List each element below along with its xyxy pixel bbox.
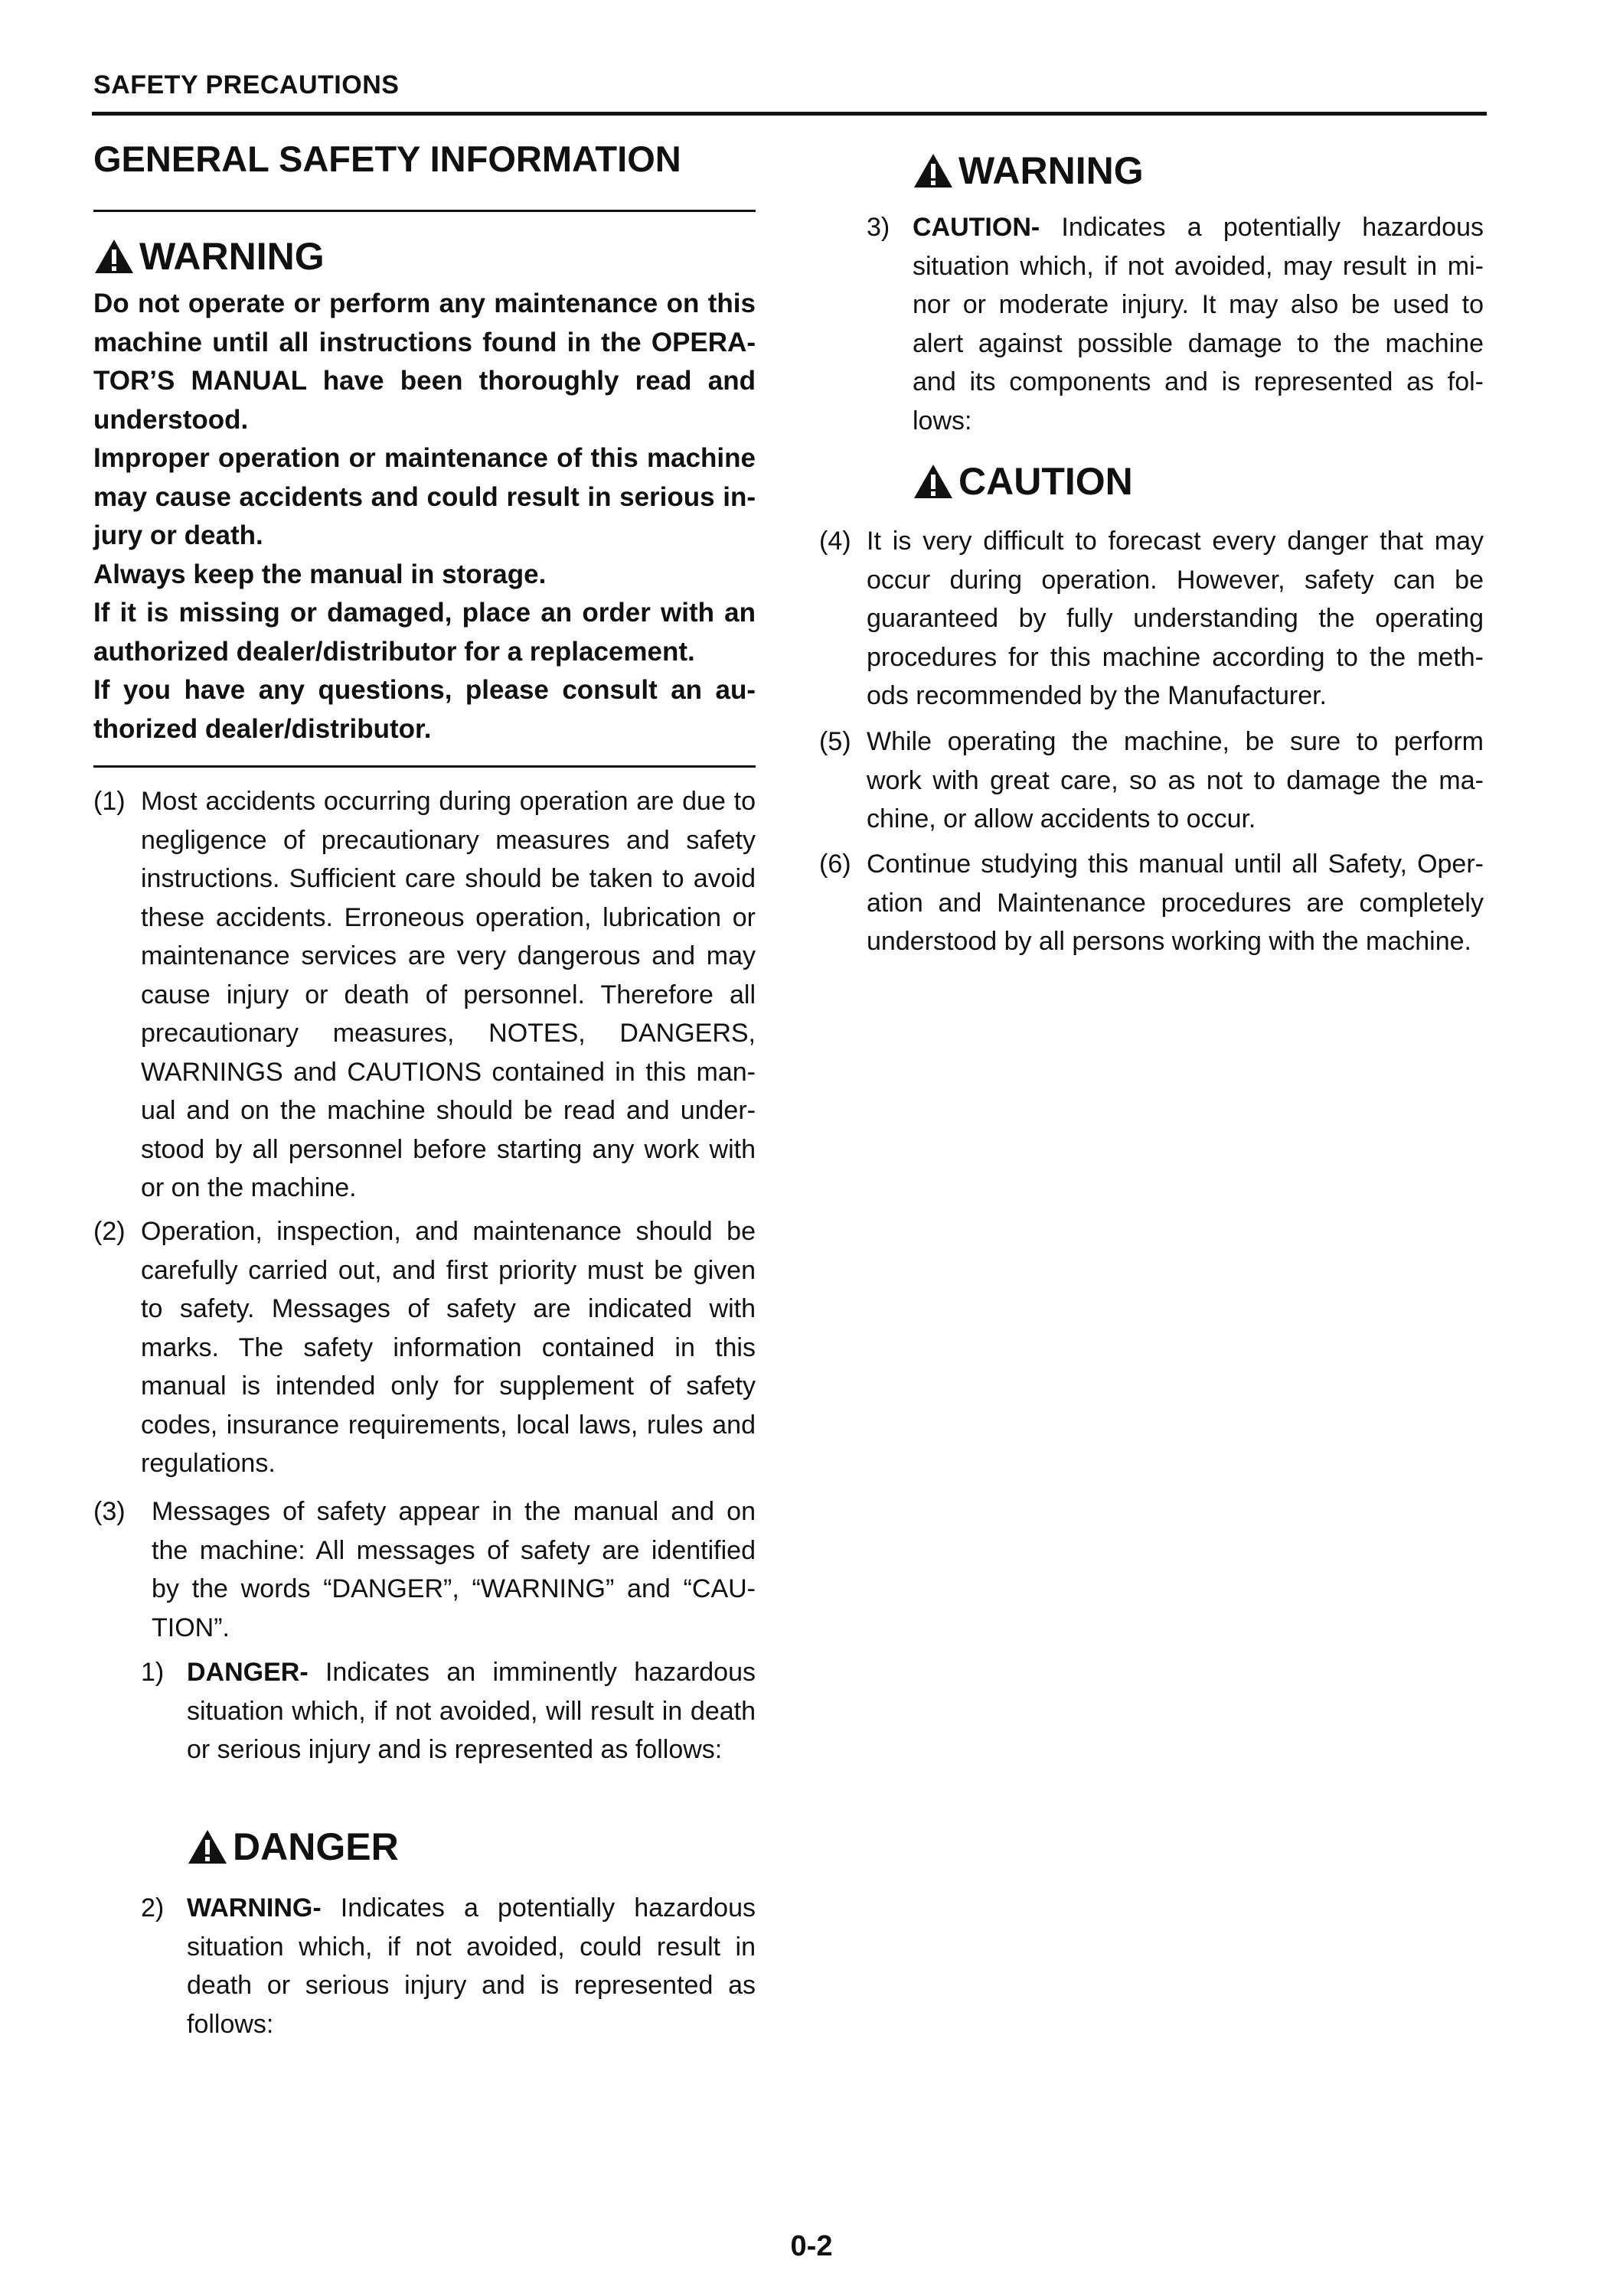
sub-list-item (867, 208, 1484, 440)
sub-item-number: 1) (141, 1658, 165, 1687)
term-danger: DANGER- (187, 1658, 309, 1687)
warning-triangle-icon (913, 152, 954, 189)
sub-list-item (141, 1653, 756, 1769)
sub-item-number: 3) (867, 213, 890, 242)
warning-triangle-icon (93, 238, 135, 275)
warning-paragraph: If you have any questions, please consult an authorized dealer/distributor. (93, 675, 756, 744)
header-rule (92, 112, 1487, 116)
caution-signal-word (913, 462, 1133, 501)
item-text: Most accidents occurring during operation are due to negligence of precautionary measures and safety instructions. Sufficient care should be taken to avoid these accidents. Erroneous operation, lubrication or maintenance services are very dangerous and may cause injury or death of personnel. Therefore all precautionary measures, NOTES, DANGERS, WARNINGS and CAUTIONS contained in this manual and on the machine should be read and understood by all personnel before starting any work with or on the machine. (141, 787, 756, 1202)
item-number: (5) (819, 727, 851, 756)
item-text: Messages of safety appear in the manual and on the machine: All messages of safety are identified by the words “DANGER”, “WARNING” and “CAUTION”. (152, 1497, 756, 1642)
item-number: (1) (93, 787, 126, 816)
item-number: (4) (819, 527, 851, 556)
item-number: (6) (819, 850, 851, 879)
warning-signal-word (93, 237, 325, 276)
definition: Indicates a potentially hazardous situation which, if not avoided, may result in minor or moderate injury. It may also be used to alert against possible damage to the machine and its components and is represented as follows: (913, 213, 1484, 435)
item-text: Operation, inspection, and maintenance should be carefully carried out, and first priority must be given to safety. Messages of safety are indicated with marks. The safety information contained in this manual is intended only for supplement of safety codes, insurance requirements, local laws, rules and regulations. (141, 1217, 756, 1478)
danger-signal-word (187, 1825, 399, 1868)
list-item (93, 1492, 756, 1647)
title-rule (93, 210, 756, 212)
sub-item-text (913, 208, 1484, 440)
warning-paragraph: Improper operation or maintenance of this machine may cause accidents and could result in serious injury or death. (93, 443, 756, 550)
item-text: It is very difficult to forecast every danger that may occur during operation. However, safety can be guaranteed by fully understanding the operating procedures for this machine according to the methods recommended by the Manufacturer. (867, 527, 1484, 710)
warning-message (93, 285, 756, 748)
sub-list-item (141, 1889, 756, 2043)
warning-signal-word (913, 149, 1144, 192)
warning-paragraph: Do not operate or perform any maintenance on this machine until all instructions found in the OPERATOR’S MANUAL have been thoroughly read and understood. (93, 289, 756, 435)
list-item (819, 722, 1484, 839)
list-item (819, 845, 1484, 961)
sub-item-text (187, 1889, 756, 2043)
definition: Indicates an imminently hazardous situation which, if not avoided, will result in death or serious injury and is represented as follows: (187, 1658, 756, 1764)
warning-label: WARNING (139, 235, 325, 278)
list-item (93, 782, 756, 1208)
item-number: (3) (93, 1497, 126, 1526)
section-title: GENERAL SAFETY INFORMATION (93, 139, 681, 179)
item-text: While operating the machine, be sure to perform work with great care, so as not to damage the machine, or allow accidents to occur. (867, 727, 1484, 833)
warning-triangle-icon (913, 463, 954, 500)
item-text: Continue studying this manual until all Safety, Operation and Maintenance procedures are completely understood by all persons working with the machine. (867, 850, 1484, 956)
warning-bottom-rule (93, 765, 756, 768)
term-warning: WARNING- (187, 1893, 322, 1923)
list-item (93, 1212, 756, 1483)
warning-label: WARNING (958, 149, 1144, 192)
warning-triangle-icon (187, 1828, 228, 1865)
sub-item-number: 2) (141, 1893, 165, 1923)
warning-paragraph: Always keep the manual in storage. (93, 559, 547, 589)
caution-label: CAUTION (958, 460, 1133, 503)
running-header: SAFETY PRECAUTIONS (93, 70, 400, 99)
sub-item-text (187, 1653, 756, 1769)
page-number: 0-2 (790, 2230, 833, 2262)
term-caution: CAUTION- (913, 213, 1040, 242)
warning-paragraph: If it is missing or damaged, place an order with an authorized dealer/distributor for a replacement. (93, 598, 756, 667)
danger-label: DANGER (233, 1825, 399, 1868)
definition: Indicates a potentially hazardous situation which, if not avoided, could result in death or serious injury and is represented as follows: (187, 1893, 756, 2039)
item-number: (2) (93, 1217, 126, 1246)
list-item (819, 522, 1484, 716)
